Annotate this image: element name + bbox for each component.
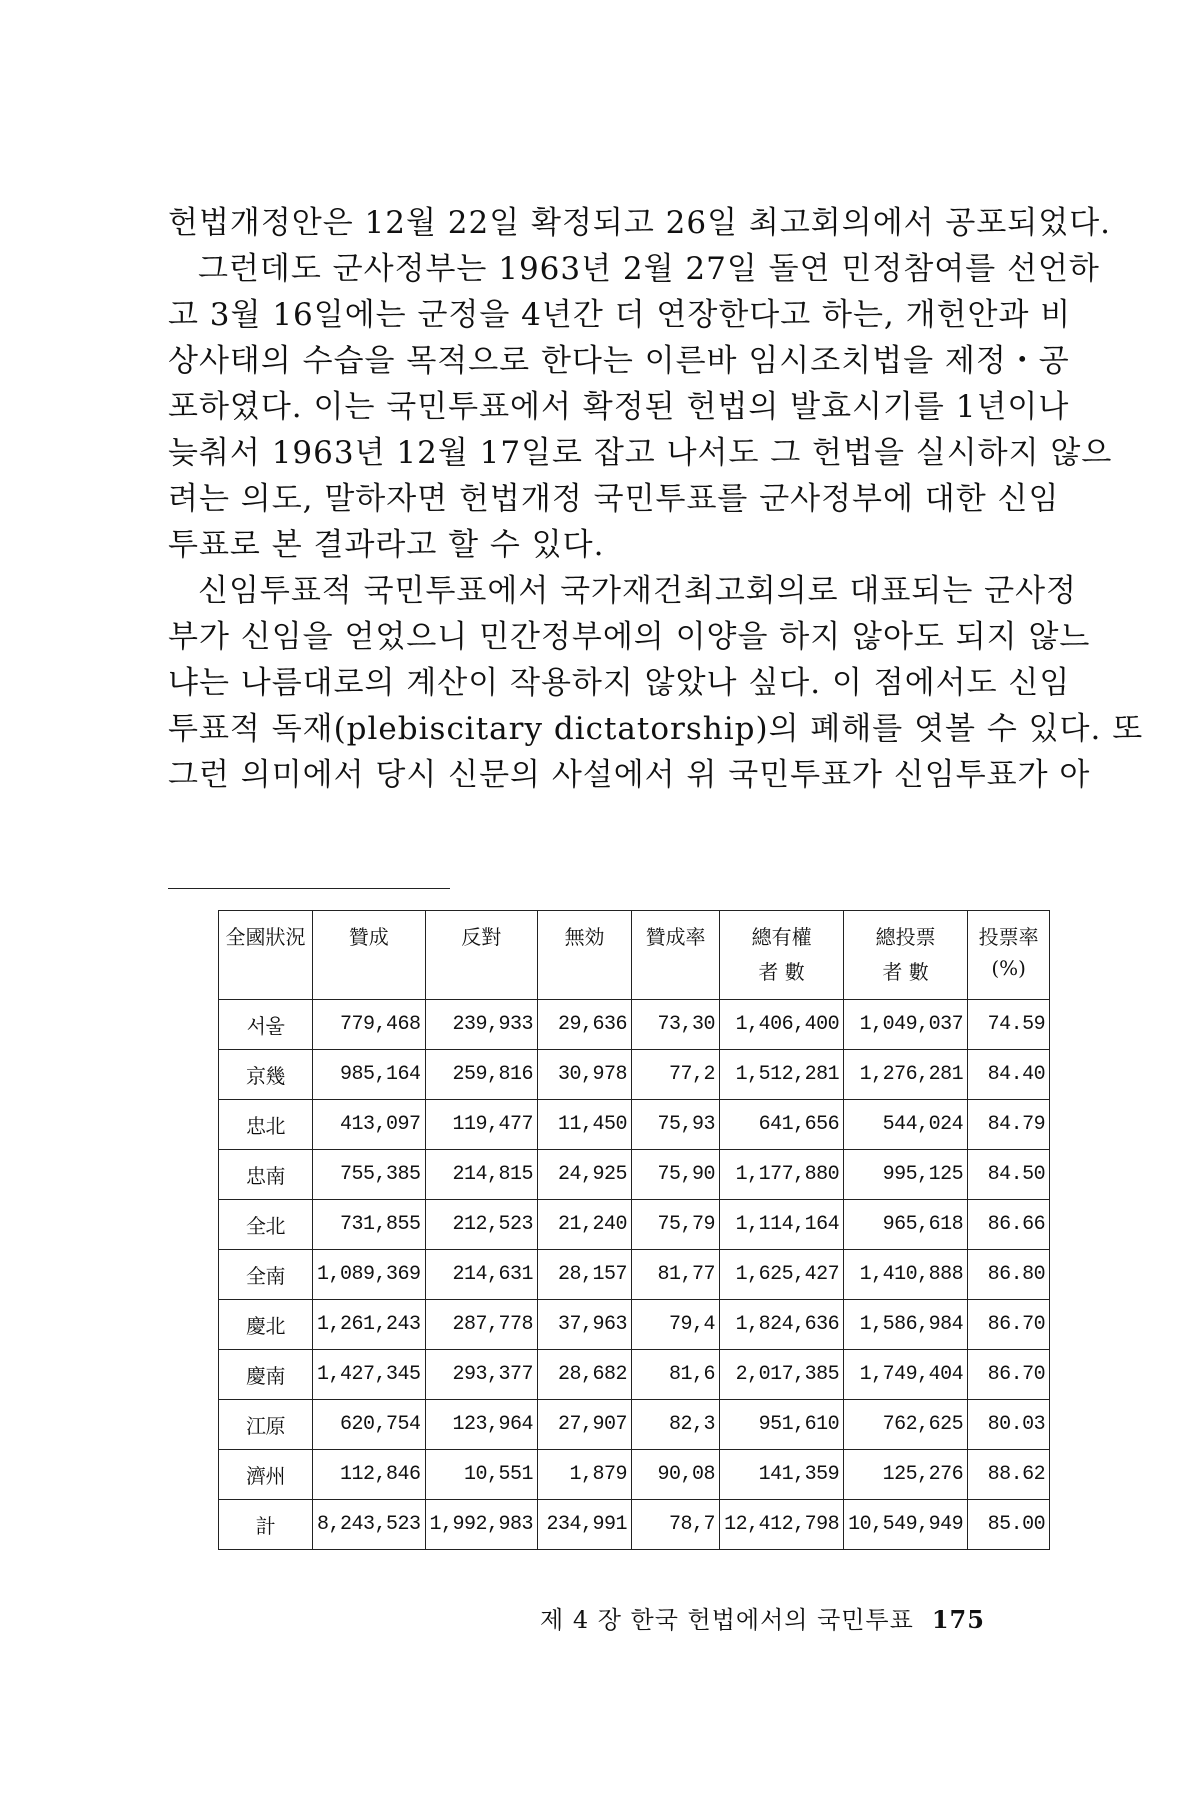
table-cell: 1,406,400	[720, 1000, 844, 1050]
table-cell: 951,610	[720, 1400, 844, 1450]
table-cell: 28,157	[538, 1250, 632, 1300]
text-line: 헌법개정안은 12월 22일 확정되고 26일 최고회의에서 공포되었다.	[168, 205, 1112, 241]
table-cell: 1,824,636	[720, 1300, 844, 1350]
table-cell: 1,177,880	[720, 1150, 844, 1200]
table-cell: 1,749,404	[844, 1350, 968, 1400]
header-invalid: 無効	[538, 911, 632, 1000]
table-cell: 1,114,164	[720, 1200, 844, 1250]
header-approval-rate: 贊成率	[632, 911, 720, 1000]
page-footer	[540, 1600, 985, 1635]
referendum-results-table-wrap	[218, 910, 1050, 1550]
table-row	[219, 1100, 1050, 1150]
table-body	[219, 1000, 1050, 1550]
table-cell: 86.70	[968, 1350, 1050, 1400]
table-cell: 78,7	[632, 1500, 720, 1550]
table-cell: 79,4	[632, 1300, 720, 1350]
paragraph	[168, 568, 1144, 798]
table-cell: 84.79	[968, 1100, 1050, 1150]
table-cell: 985,164	[313, 1050, 426, 1100]
region-cell: 計	[219, 1500, 313, 1550]
text-line: 투표로 본 결과라고 할 수 있다.	[168, 527, 605, 563]
footnote-divider	[168, 888, 450, 889]
table-cell: 28,682	[538, 1350, 632, 1400]
table-cell: 212,523	[425, 1200, 538, 1250]
table-cell: 10,551	[425, 1450, 538, 1500]
table-cell: 123,964	[425, 1400, 538, 1450]
text-line: 그런데도 군사정부는 1963년 2월 27일 돌연 민정참여를 선언하	[198, 251, 1100, 287]
table-cell: 75,79	[632, 1200, 720, 1250]
table-cell: 84.40	[968, 1050, 1050, 1100]
table-cell: 293,377	[425, 1350, 538, 1400]
region-cell: 全南	[219, 1250, 313, 1300]
page-number: 175	[931, 1605, 985, 1634]
table-row	[219, 1200, 1050, 1250]
text-line: 상사태의 수습을 목적으로 한다는 이른바 임시조치법을 제정・공	[168, 343, 1070, 379]
region-cell: 忠南	[219, 1150, 313, 1200]
header-approve: 贊成	[313, 911, 426, 1000]
table-cell: 77,2	[632, 1050, 720, 1100]
paragraph	[168, 200, 1112, 246]
table-cell: 29,636	[538, 1000, 632, 1050]
text-line: 려는 의도, 말하자면 헌법개정 국민투표를 군사정부에 대한 신임	[168, 481, 1060, 517]
table-cell: 731,855	[313, 1200, 426, 1250]
table-cell: 81,6	[632, 1350, 720, 1400]
table-cell: 73,30	[632, 1000, 720, 1050]
table-cell: 641,656	[720, 1100, 844, 1150]
paragraph	[168, 246, 1113, 568]
table-cell: 1,089,369	[313, 1250, 426, 1300]
table-cell: 30,978	[538, 1050, 632, 1100]
table-cell: 86.80	[968, 1250, 1050, 1300]
table-cell: 24,925	[538, 1150, 632, 1200]
table-row	[219, 1500, 1050, 1550]
table-row	[219, 1450, 1050, 1500]
table-cell: 10,549,949	[844, 1500, 968, 1550]
table-header-row	[219, 911, 1050, 1000]
text-line: 포하였다. 이는 국민투표에서 확정된 헌법의 발효시기를 1년이나	[168, 389, 1070, 425]
table-cell: 413,097	[313, 1100, 426, 1150]
table-cell: 11,450	[538, 1100, 632, 1150]
chapter-title: 제 4 장 한국 헌법에서의 국민투표	[540, 1606, 914, 1634]
table-cell: 1,512,281	[720, 1050, 844, 1100]
header-turnout: 投票率 (%)	[968, 911, 1050, 1000]
table-row	[219, 1150, 1050, 1200]
region-cell: 忠北	[219, 1100, 313, 1150]
region-cell: 慶南	[219, 1350, 313, 1400]
header-oppose: 反對	[425, 911, 538, 1000]
table-cell: 84.50	[968, 1150, 1050, 1200]
text-line: 신임투표적 국민투표에서 국가재건최고회의로 대표되는 군사정	[198, 573, 1077, 609]
table-row	[219, 1300, 1050, 1350]
table-cell: 125,276	[844, 1450, 968, 1500]
text-line: 고 3월 16일에는 군정을 4년간 더 연장한다고 하는, 개헌안과 비	[168, 297, 1072, 333]
text-line: 늦춰서 1963년 12월 17일로 잡고 나서도 그 헌법을 실시하지 않으	[168, 435, 1113, 471]
table-cell: 2,017,385	[720, 1350, 844, 1400]
table-cell: 90,08	[632, 1450, 720, 1500]
region-cell: 全北	[219, 1200, 313, 1250]
table-cell: 1,625,427	[720, 1250, 844, 1300]
table-cell: 779,468	[313, 1000, 426, 1050]
table-cell: 1,427,345	[313, 1350, 426, 1400]
table-cell: 74.59	[968, 1000, 1050, 1050]
table-row	[219, 1250, 1050, 1300]
region-cell: 京幾	[219, 1050, 313, 1100]
table-cell: 75,93	[632, 1100, 720, 1150]
table-cell: 1,879	[538, 1450, 632, 1500]
table-cell: 1,261,243	[313, 1300, 426, 1350]
table-cell: 965,618	[844, 1200, 968, 1250]
table-row	[219, 1350, 1050, 1400]
table-cell: 82,3	[632, 1400, 720, 1450]
table-row	[219, 1050, 1050, 1100]
table-cell: 88.62	[968, 1450, 1050, 1500]
table-cell: 287,778	[425, 1300, 538, 1350]
table-cell: 112,846	[313, 1450, 426, 1500]
table-cell: 995,125	[844, 1150, 968, 1200]
table-cell: 27,907	[538, 1400, 632, 1450]
text-line: 냐는 나름대로의 계산이 작용하지 않았나 싶다. 이 점에서도 신임	[168, 665, 1071, 701]
table-cell: 234,991	[538, 1500, 632, 1550]
table-cell: 119,477	[425, 1100, 538, 1150]
table-cell: 762,625	[844, 1400, 968, 1450]
table-cell: 259,816	[425, 1050, 538, 1100]
region-cell: 江原	[219, 1400, 313, 1450]
table-cell: 12,412,798	[720, 1500, 844, 1550]
header-region: 全國狀況	[219, 911, 313, 1000]
table-cell: 239,933	[425, 1000, 538, 1050]
table-cell: 75,90	[632, 1150, 720, 1200]
table-cell: 1,049,037	[844, 1000, 968, 1050]
table-cell: 214,631	[425, 1250, 538, 1300]
table-cell: 86.66	[968, 1200, 1050, 1250]
table-cell: 1,410,888	[844, 1250, 968, 1300]
region-cell: 濟州	[219, 1450, 313, 1500]
table-row	[219, 1000, 1050, 1050]
text-line: 그런 의미에서 당시 신문의 사설에서 위 국민투표가 신임투표가 아	[168, 757, 1091, 793]
table-cell: 80.03	[968, 1400, 1050, 1450]
table-cell: 1,992,983	[425, 1500, 538, 1550]
table-cell: 8,243,523	[313, 1500, 426, 1550]
body-text	[168, 200, 1144, 798]
table-cell: 86.70	[968, 1300, 1050, 1350]
table-cell: 1,586,984	[844, 1300, 968, 1350]
table-cell: 81,77	[632, 1250, 720, 1300]
table-cell: 1,276,281	[844, 1050, 968, 1100]
table-cell: 141,359	[720, 1450, 844, 1500]
header-total-voters: 總投票 者 數	[844, 911, 968, 1000]
region-cell: 서울	[219, 1000, 313, 1050]
table-cell: 620,754	[313, 1400, 426, 1450]
table-cell: 214,815	[425, 1150, 538, 1200]
text-line: 투표적 독재(plebiscitary dictatorship)의 폐해를 엿볼 수 있다. 또	[168, 711, 1144, 747]
table-cell: 37,963	[538, 1300, 632, 1350]
header-eligible-voters: 總有權 者 數	[720, 911, 844, 1000]
referendum-results-table	[218, 910, 1050, 1550]
region-cell: 慶北	[219, 1300, 313, 1350]
table-cell: 21,240	[538, 1200, 632, 1250]
table-cell: 544,024	[844, 1100, 968, 1150]
text-line: 부가 신임을 얻었으니 민간정부에의 이양을 하지 않아도 되지 않느	[168, 619, 1091, 655]
table-row	[219, 1400, 1050, 1450]
table-cell: 755,385	[313, 1150, 426, 1200]
table-cell: 85.00	[968, 1500, 1050, 1550]
